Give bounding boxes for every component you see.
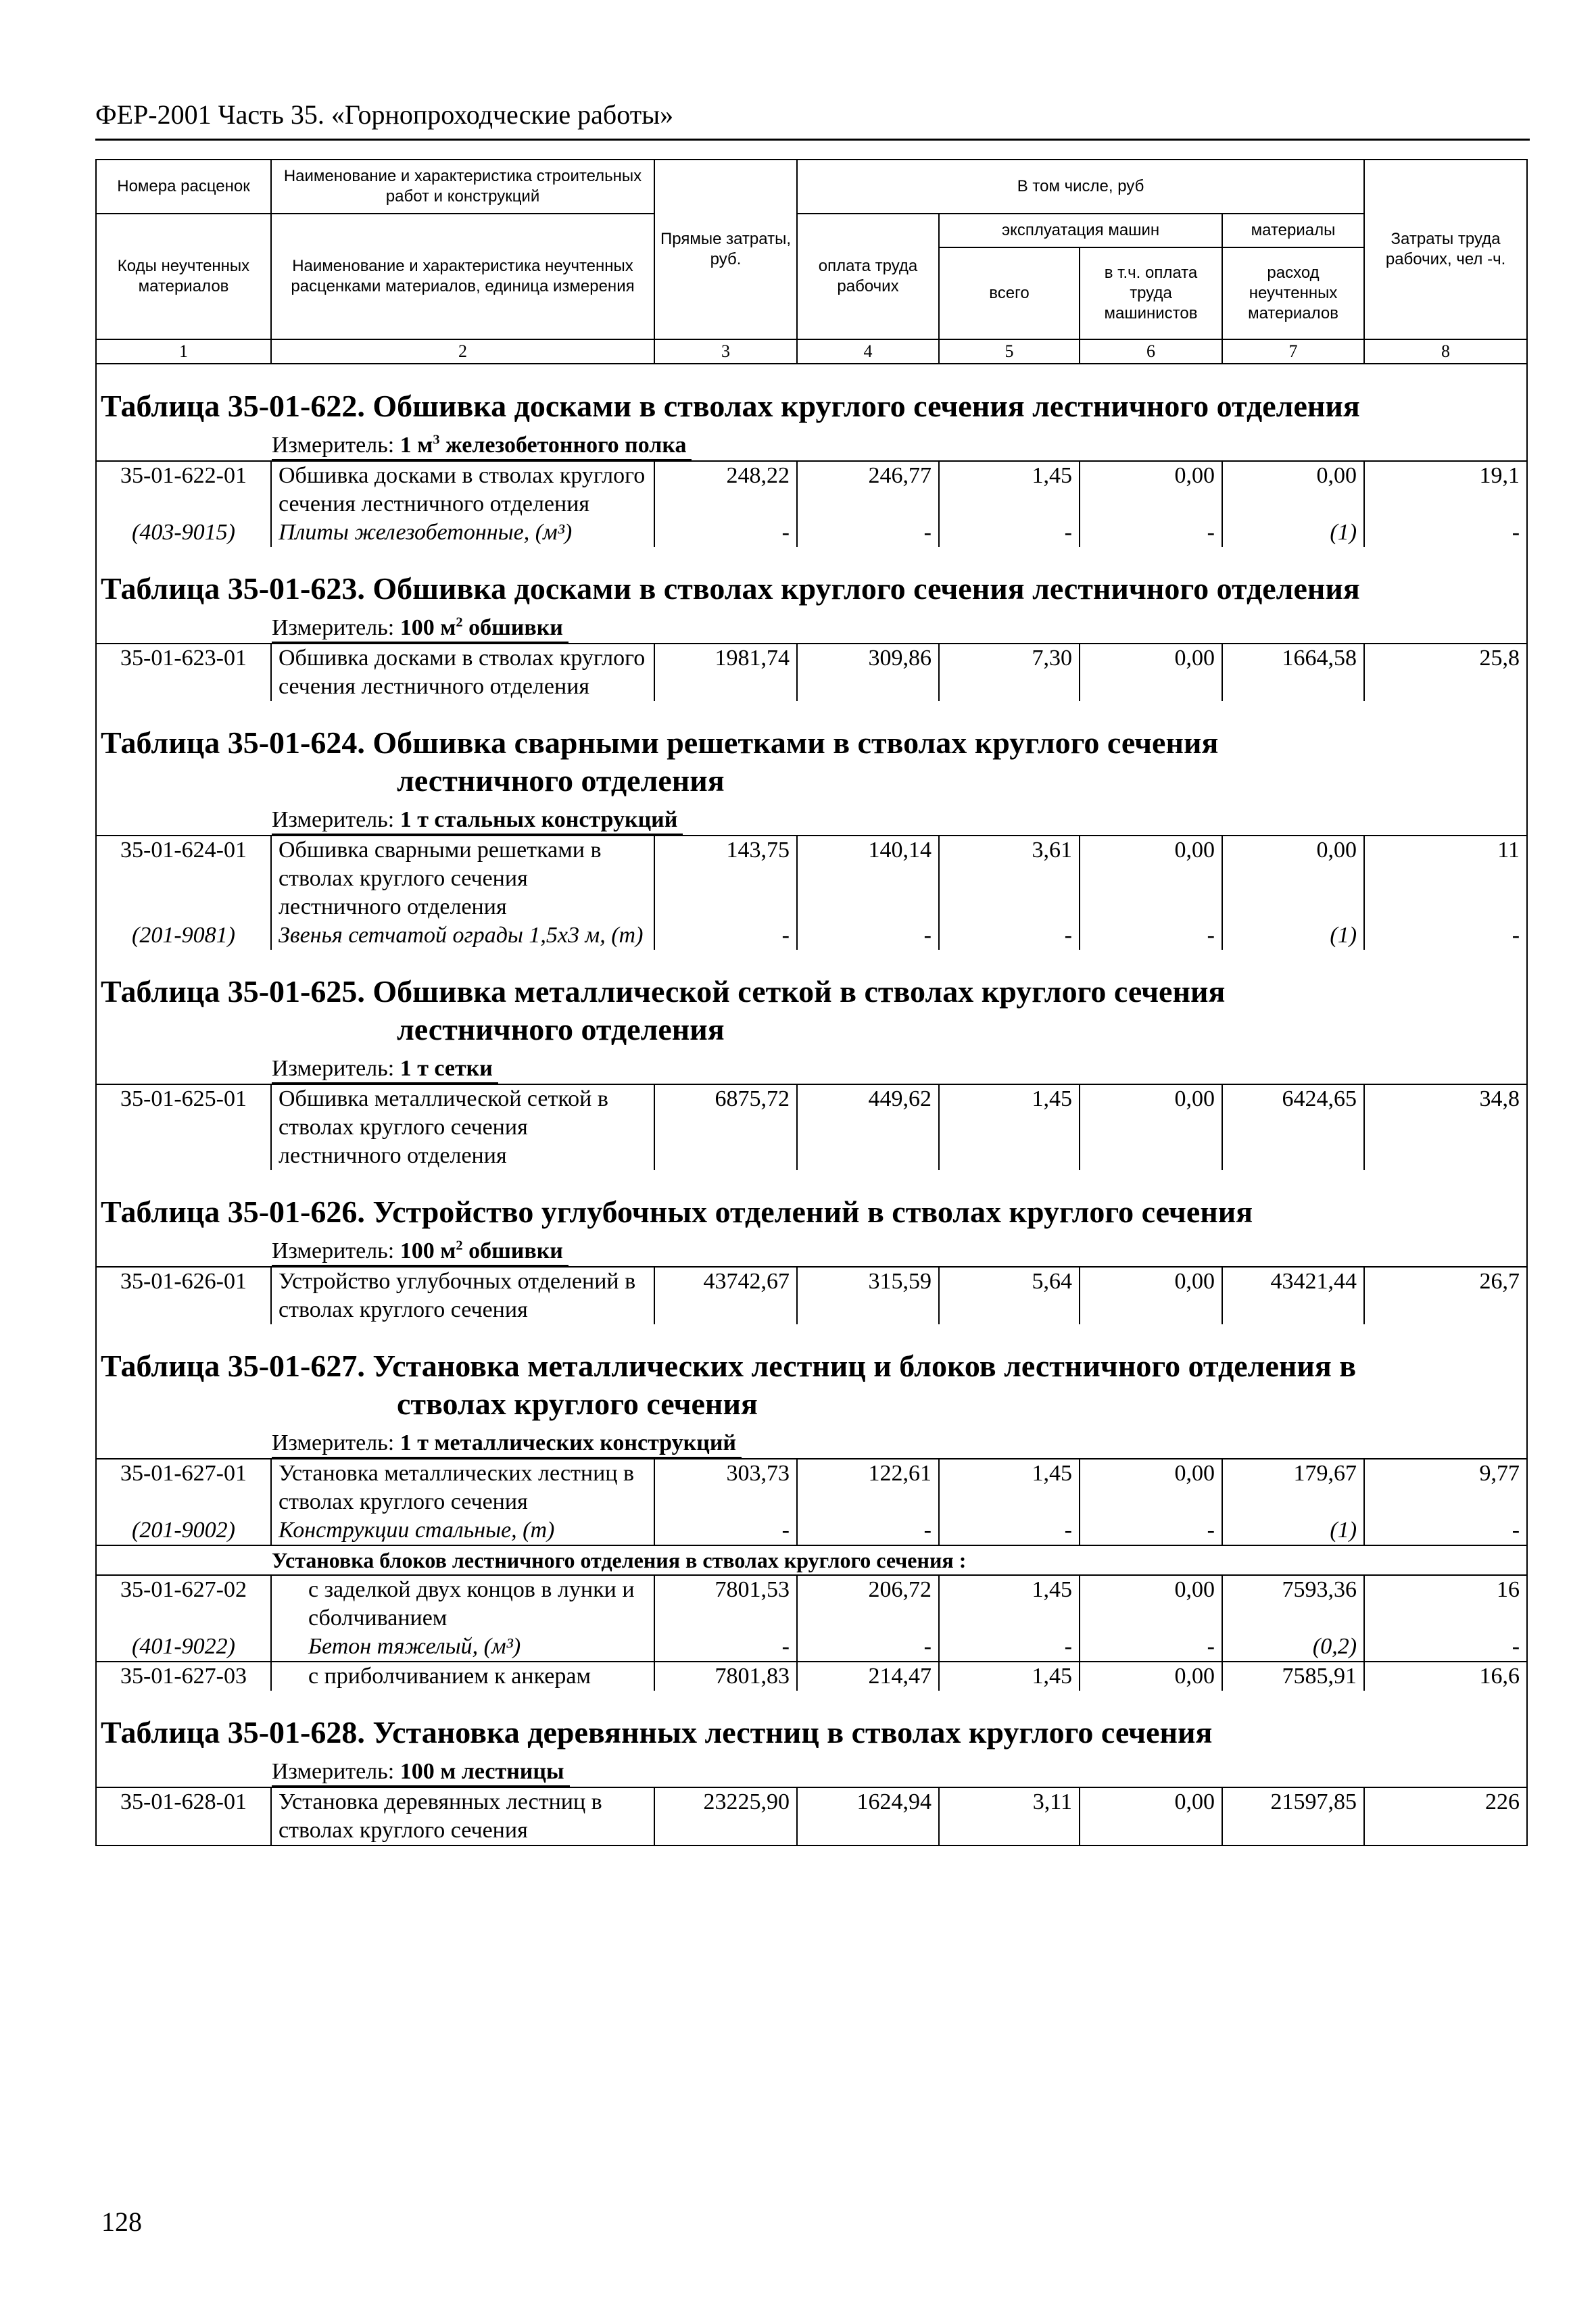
- cell-c6: 0,00: [1080, 1084, 1222, 1170]
- cell-desc: Конструкции стальные, (т): [271, 1516, 654, 1545]
- group-title: Установка блоков лестничного отделения в стволах круглого сечения :: [96, 1545, 1527, 1575]
- measure-value-text: 1 т металлических конструкций: [400, 1430, 737, 1455]
- cell-c7: 21597,85: [1222, 1787, 1364, 1845]
- page-header: ФЕР-2001 Часть 35. «Горнопроходческие работы»: [95, 99, 674, 130]
- cell-c6: 0,00: [1080, 1575, 1222, 1633]
- rate-row: [96, 1787, 1527, 1845]
- table-title-text: Таблица 35-01-622. Обшивка досками в стволах круглого сечения лестничного отделения: [101, 389, 1360, 423]
- material-row: [96, 518, 1527, 547]
- cell-c7: 0,00: [1222, 836, 1364, 921]
- cell-desc: с приболчиванием к анкерам: [271, 1662, 654, 1691]
- measure-cell: [96, 1756, 1527, 1787]
- material-row: [96, 1516, 1527, 1545]
- header-rule: [95, 139, 1530, 141]
- cell-c3: -: [654, 1516, 797, 1545]
- cell-desc: с заделкой двух концов в лунки и сболчиванием: [271, 1575, 654, 1633]
- rate-row: [96, 836, 1527, 921]
- cell-desc: Обшивка досками в стволах круглого сечения лестничного отделения: [271, 461, 654, 518]
- cell-c5: 5,64: [939, 1267, 1080, 1324]
- cell-c4: -: [797, 518, 939, 547]
- cell-c3: 303,73: [654, 1459, 797, 1516]
- cell-c6: 0,00: [1080, 836, 1222, 921]
- measure-value-rest: железобетонного полка: [439, 433, 687, 458]
- col-number: 7: [1222, 339, 1364, 364]
- measure-value-text: 1 т стальных конструкций: [400, 807, 678, 832]
- cell-c6: 0,00: [1080, 1459, 1222, 1516]
- measure-cell: [96, 1427, 1527, 1459]
- cell-desc: Звенья сетчатой ограды 1,5x3 м, (т): [271, 921, 654, 950]
- cell-c6: -: [1080, 1516, 1222, 1545]
- cell-c5: 1,45: [939, 1459, 1080, 1516]
- rate-row: [96, 644, 1527, 701]
- rate-row: [96, 1084, 1527, 1170]
- cell-c8: -: [1364, 1633, 1527, 1662]
- cell-c6: -: [1080, 1633, 1222, 1662]
- cell-c6: 0,00: [1080, 1267, 1222, 1324]
- cell-c5: 1,45: [939, 1662, 1080, 1691]
- table-title-text: Таблица 35-01-628. Установка деревянных лестниц в стволах круглого сечения: [101, 1715, 1213, 1750]
- cell-c6: -: [1080, 921, 1222, 950]
- cell-c8: 19,1: [1364, 461, 1527, 518]
- measure-exponent: 3: [433, 432, 440, 448]
- table-title-row: [96, 1691, 1527, 1756]
- table-title-text: Таблица 35-01-626. Устройство углубочных отделений в стволах круглого сечения: [101, 1195, 1253, 1229]
- column-numbers-row: [96, 339, 1527, 364]
- table-title: [96, 701, 1527, 804]
- cell-c6: 0,00: [1080, 461, 1222, 518]
- col5-header: всего: [939, 247, 1080, 339]
- cell-c3: -: [654, 518, 797, 547]
- cell-desc: Обшивка металлической сеткой в стволах круглого сечения лестничного отделения: [271, 1084, 654, 1170]
- cell-desc: Устройство углубочных отделений в стволах круглого сечения: [271, 1267, 654, 1324]
- col-number: 8: [1364, 339, 1527, 364]
- table-title-row: [96, 364, 1527, 429]
- cell-code: 35-01-625-01: [96, 1084, 271, 1170]
- cell-c3: 7801,83: [654, 1662, 797, 1691]
- table-title: [96, 1170, 1527, 1235]
- measure-value: [400, 1056, 493, 1081]
- cell-c3: 1981,74: [654, 644, 797, 701]
- col8-header: Затраты труда рабочих, чел -ч.: [1364, 160, 1527, 339]
- measure-exponent: 2: [456, 614, 463, 630]
- col3-header: Прямые затраты, руб.: [654, 160, 797, 339]
- cell-c4: -: [797, 1516, 939, 1545]
- col2-top-header: Наименование и характеристика строительных работ и конструкций: [271, 160, 654, 214]
- measure-row: [96, 612, 1527, 644]
- col-number: 4: [797, 339, 939, 364]
- cell-c8: 9,77: [1364, 1459, 1527, 1516]
- cell-c3: -: [654, 921, 797, 950]
- material-row: [96, 1633, 1527, 1662]
- cell-c8: 34,8: [1364, 1084, 1527, 1170]
- col7-header: расход неучтенных материалов: [1222, 247, 1364, 339]
- table-title-row: [96, 701, 1527, 804]
- cell-code: 35-01-626-01: [96, 1267, 271, 1324]
- cell-code: 35-01-622-01: [96, 461, 271, 518]
- measure-label: Измеритель:: [272, 615, 395, 640]
- cell-c8: 25,8: [1364, 644, 1527, 701]
- cell-c6: 0,00: [1080, 1787, 1222, 1845]
- cell-c3: 143,75: [654, 836, 797, 921]
- cell-code: 35-01-627-02: [96, 1575, 271, 1633]
- measure-value: [400, 615, 563, 640]
- cell-c4: 206,72: [797, 1575, 939, 1633]
- cell-c5: 1,45: [939, 1084, 1080, 1170]
- cell-c3: -: [654, 1633, 797, 1662]
- col-number: 3: [654, 339, 797, 364]
- cell-c7: 1664,58: [1222, 644, 1364, 701]
- measure-unit: [272, 1055, 498, 1084]
- measure-value-rest: обшивки: [462, 615, 563, 640]
- cell-c5: -: [939, 1516, 1080, 1545]
- cell-c8: 11: [1364, 836, 1527, 921]
- table-title: [96, 950, 1527, 1053]
- cell-c7: (1): [1222, 518, 1364, 547]
- measure-unit: [272, 1238, 569, 1266]
- cell-code: 35-01-628-01: [96, 1787, 271, 1845]
- cell-c4: 122,61: [797, 1459, 939, 1516]
- cell-c5: 1,45: [939, 461, 1080, 518]
- table-title-text: Таблица 35-01-627. Установка металлических лестниц и блоков лестничного отделения в: [101, 1349, 1357, 1383]
- machines-header: эксплуатация машин: [939, 214, 1222, 247]
- cell-c4: 449,62: [797, 1084, 939, 1170]
- cell-c8: 226: [1364, 1787, 1527, 1845]
- cell-code: 35-01-627-03: [96, 1662, 271, 1691]
- measure-unit: [272, 432, 692, 460]
- rate-row: [96, 1267, 1527, 1324]
- table-title-continuation: лестничного отделения: [397, 1012, 725, 1046]
- col6-header: в т.ч. оплата труда машинистов: [1080, 247, 1222, 339]
- rates-table: [95, 159, 1528, 1846]
- measure-cell: [96, 429, 1527, 461]
- table-title-row: [96, 950, 1527, 1053]
- table-title: [96, 1691, 1527, 1756]
- cell-c8: -: [1364, 518, 1527, 547]
- cell-c7: 6424,65: [1222, 1084, 1364, 1170]
- measure-label: Измеритель:: [272, 807, 395, 832]
- cell-c5: 7,30: [939, 644, 1080, 701]
- table-title-row: [96, 1324, 1527, 1427]
- measure-cell: [96, 1053, 1527, 1084]
- table-title: [96, 547, 1527, 612]
- measure-unit: [272, 1758, 570, 1787]
- rate-row: [96, 1575, 1527, 1633]
- measure-value-text: 1 м: [400, 433, 433, 458]
- cell-desc: Обшивка досками в стволах круглого сечения лестничного отделения: [271, 644, 654, 701]
- cell-c6: -: [1080, 518, 1222, 547]
- cell-c5: -: [939, 518, 1080, 547]
- cell-c5: -: [939, 1633, 1080, 1662]
- cell-c4: 214,47: [797, 1662, 939, 1691]
- cell-c7: 43421,44: [1222, 1267, 1364, 1324]
- material-row: [96, 921, 1527, 950]
- cell-code: (201-9002): [96, 1516, 271, 1545]
- table-title-row: [96, 547, 1527, 612]
- measure-row: [96, 804, 1527, 836]
- cell-c4: -: [797, 921, 939, 950]
- col-number: 2: [271, 339, 654, 364]
- cell-c8: 26,7: [1364, 1267, 1527, 1324]
- measure-row: [96, 1756, 1527, 1787]
- measure-unit: [272, 614, 569, 643]
- table-title-text: Таблица 35-01-625. Обшивка металлической сеткой в стволах круглого сечения: [101, 974, 1226, 1009]
- cell-c4: 309,86: [797, 644, 939, 701]
- materials-header: материалы: [1222, 214, 1364, 247]
- cell-c4: 246,77: [797, 461, 939, 518]
- measure-value-rest: обшивки: [462, 1238, 563, 1263]
- cell-c7: 179,67: [1222, 1459, 1364, 1516]
- cell-c4: 140,14: [797, 836, 939, 921]
- page-number: 128: [101, 2206, 142, 2237]
- cell-c3: 6875,72: [654, 1084, 797, 1170]
- rate-row: [96, 1459, 1527, 1516]
- measure-cell: [96, 804, 1527, 836]
- col-number: 5: [939, 339, 1080, 364]
- measure-value: [400, 1430, 736, 1455]
- measure-row: [96, 429, 1527, 461]
- cell-c5: -: [939, 921, 1080, 950]
- measure-value: [400, 1238, 563, 1263]
- cell-code: (201-9081): [96, 921, 271, 950]
- measure-label: Измеритель:: [272, 1759, 395, 1784]
- measure-label: Измеритель:: [272, 1430, 395, 1455]
- table-title-continuation: лестничного отделения: [397, 763, 725, 798]
- measure-unit: [272, 806, 683, 835]
- measure-value-text: 100 м: [400, 1238, 456, 1263]
- cell-c4: 1624,94: [797, 1787, 939, 1845]
- col2-bottom-header: Наименование и характеристика неучтенных расценками материалов, единица измерения: [271, 214, 654, 339]
- measure-row: [96, 1427, 1527, 1459]
- cell-c4: -: [797, 1633, 939, 1662]
- cell-c7: 7593,36: [1222, 1575, 1364, 1633]
- cell-desc: Установка металлических лестниц в стволах круглого сечения: [271, 1459, 654, 1516]
- cell-c3: 23225,90: [654, 1787, 797, 1845]
- measure-cell: [96, 612, 1527, 644]
- measure-row: [96, 1235, 1527, 1267]
- measure-value-text: 1 т сетки: [400, 1056, 493, 1081]
- group-title-row: [96, 1545, 1527, 1575]
- cell-c7: 7585,91: [1222, 1662, 1364, 1691]
- cell-c3: 43742,67: [654, 1267, 797, 1324]
- table-title: [96, 364, 1527, 429]
- col4-header: оплата труда рабочих: [797, 214, 939, 339]
- cell-c4: 315,59: [797, 1267, 939, 1324]
- cell-desc: Плиты железобетонные, (м³): [271, 518, 654, 547]
- cell-c8: 16: [1364, 1575, 1527, 1633]
- cell-c6: 0,00: [1080, 644, 1222, 701]
- header-row-1: [96, 160, 1527, 214]
- measure-label: Измеритель:: [272, 1056, 395, 1081]
- table-title-text: Таблица 35-01-623. Обшивка досками в стволах круглого сечения лестничного отделения: [101, 571, 1360, 606]
- cell-code: 35-01-624-01: [96, 836, 271, 921]
- cell-c3: 248,22: [654, 461, 797, 518]
- table-title-row: [96, 1170, 1527, 1235]
- cell-c6: 0,00: [1080, 1662, 1222, 1691]
- cell-c7: (1): [1222, 1516, 1364, 1545]
- cell-c8: 16,6: [1364, 1662, 1527, 1691]
- header-row-2: [96, 214, 1527, 247]
- cell-code: (403-9015): [96, 518, 271, 547]
- measure-label: Измеритель:: [272, 1238, 395, 1263]
- measure-value-text: 100 м: [400, 615, 456, 640]
- rate-row: [96, 461, 1527, 518]
- cell-code: 35-01-627-01: [96, 1459, 271, 1516]
- cell-c3: 7801,53: [654, 1575, 797, 1633]
- cell-c5: 3,61: [939, 836, 1080, 921]
- cell-c7: (0,2): [1222, 1633, 1364, 1662]
- table-title-continuation: стволах круглого сечения: [397, 1386, 758, 1421]
- cell-c7: 0,00: [1222, 461, 1364, 518]
- measure-value-text: 100 м лестницы: [400, 1759, 564, 1784]
- cell-c8: -: [1364, 921, 1527, 950]
- table-title-text: Таблица 35-01-624. Обшивка сварными решетками в стволах круглого сечения: [101, 725, 1219, 760]
- rate-row: [96, 1662, 1527, 1691]
- col1-bottom-header: Коды неучтенных материалов: [96, 214, 271, 339]
- cell-c8: -: [1364, 1516, 1527, 1545]
- table-title: [96, 1324, 1527, 1427]
- cell-c5: 1,45: [939, 1575, 1080, 1633]
- col1-top-header: Номера расценок: [96, 160, 271, 214]
- measure-value: [400, 807, 678, 832]
- col-number: 6: [1080, 339, 1222, 364]
- measure-label: Измеритель:: [272, 433, 395, 458]
- measure-row: [96, 1053, 1527, 1084]
- cell-code: (401-9022): [96, 1633, 271, 1662]
- cell-desc: Установка деревянных лестниц в стволах круглого сечения: [271, 1787, 654, 1845]
- cell-code: 35-01-623-01: [96, 644, 271, 701]
- measure-value: [400, 433, 687, 458]
- measure-unit: [272, 1430, 742, 1458]
- group-header: В том числе, руб: [797, 160, 1364, 214]
- cell-c5: 3,11: [939, 1787, 1080, 1845]
- cell-desc: Бетон тяжелый, (м³): [271, 1633, 654, 1662]
- col-number: 1: [96, 339, 271, 364]
- cell-c7: (1): [1222, 921, 1364, 950]
- cell-desc: Обшивка сварными решетками в стволах круглого сечения лестничного отделения: [271, 836, 654, 921]
- measure-value: [400, 1759, 564, 1784]
- measure-exponent: 2: [456, 1238, 463, 1253]
- measure-cell: [96, 1235, 1527, 1267]
